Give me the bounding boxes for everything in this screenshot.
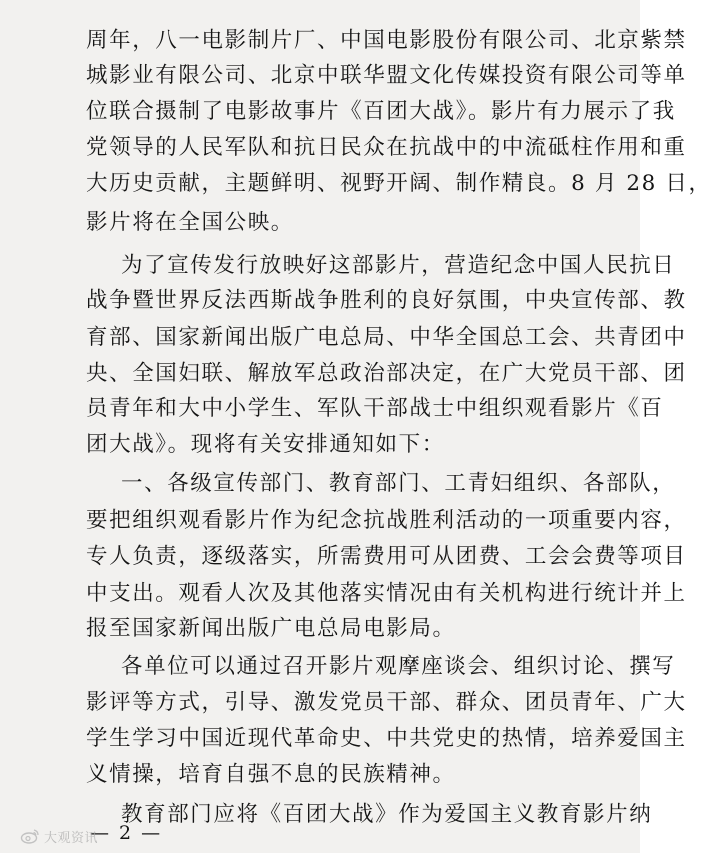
- text-line: 专人负责，逐级落实，所需费用可从团费、工会会费等项目: [86, 544, 687, 569]
- text-line: 党领导的人民军队和抗日民众在抗战中的中流砥柱作用和重: [86, 135, 687, 160]
- text-line: 育部、国家新闻出版广电总局、中华全国总工会、共青团中: [86, 325, 687, 350]
- text-line: 各单位可以通过召开影片观摩座谈会、组织讨论、撰写: [121, 654, 676, 679]
- text-line: 央、全国妇联、解放军总政治部决定，在广大党员干部、团: [86, 361, 687, 386]
- text-line: 报至国家新闻出版广电总局电影局。: [86, 616, 456, 641]
- text-line: 义情操，培育自强不息的民族精神。: [86, 762, 456, 787]
- text-line: 影评等方式，引导、激发党员干部、群众、团员青年、广大: [86, 690, 687, 715]
- text-line: 要把组织观看影片作为纪念抗战胜利活动的一项重要内容，: [86, 508, 687, 533]
- watermark: [20, 826, 98, 846]
- text-line: 战争暨世界反法西斯战争胜利的良好氛围，中央宣传部、教: [86, 288, 687, 313]
- watermark-text: 大观资讯: [44, 830, 99, 846]
- weibo-icon: [20, 826, 40, 846]
- text-line: 学生学习中国近现代革命史、中共党史的热情，培养爱国主: [86, 726, 687, 751]
- text-line: 教育部门应将《百团大战》作为爱国主义教育影片纳: [121, 802, 653, 827]
- text-line: 大历史贡献，主题鲜明、视野开阔、制作精良。8 月 28 日，: [86, 171, 712, 196]
- text-line: 一、各级宣传部门、教育部门、工青妇组织、各部队，: [121, 471, 676, 496]
- page-number: — 2 —: [90, 822, 163, 844]
- text-line: 为了宣传发行放映好这部影片，营造纪念中国人民抗日: [121, 253, 676, 278]
- text-line: 团大战》。现将有关安排通知如下：: [86, 432, 445, 457]
- text-line: 中支出。观看人次及其他落实情况由有关机构进行统计并上: [86, 581, 687, 606]
- text-line: 员青年和大中小学生、军队干部战士中组织观看影片《百: [86, 396, 664, 421]
- text-line: 位联合摄制了电影故事片《百团大战》。影片有力展示了我: [86, 99, 676, 124]
- text-line: 周年，八一电影制片厂、中国电影股份有限公司、北京紫禁: [86, 28, 687, 53]
- text-line: 影片将在全国公映。: [86, 210, 294, 235]
- text-line: 城影业有限公司、北京中联华盟文化传媒投资有限公司等单: [86, 63, 687, 88]
